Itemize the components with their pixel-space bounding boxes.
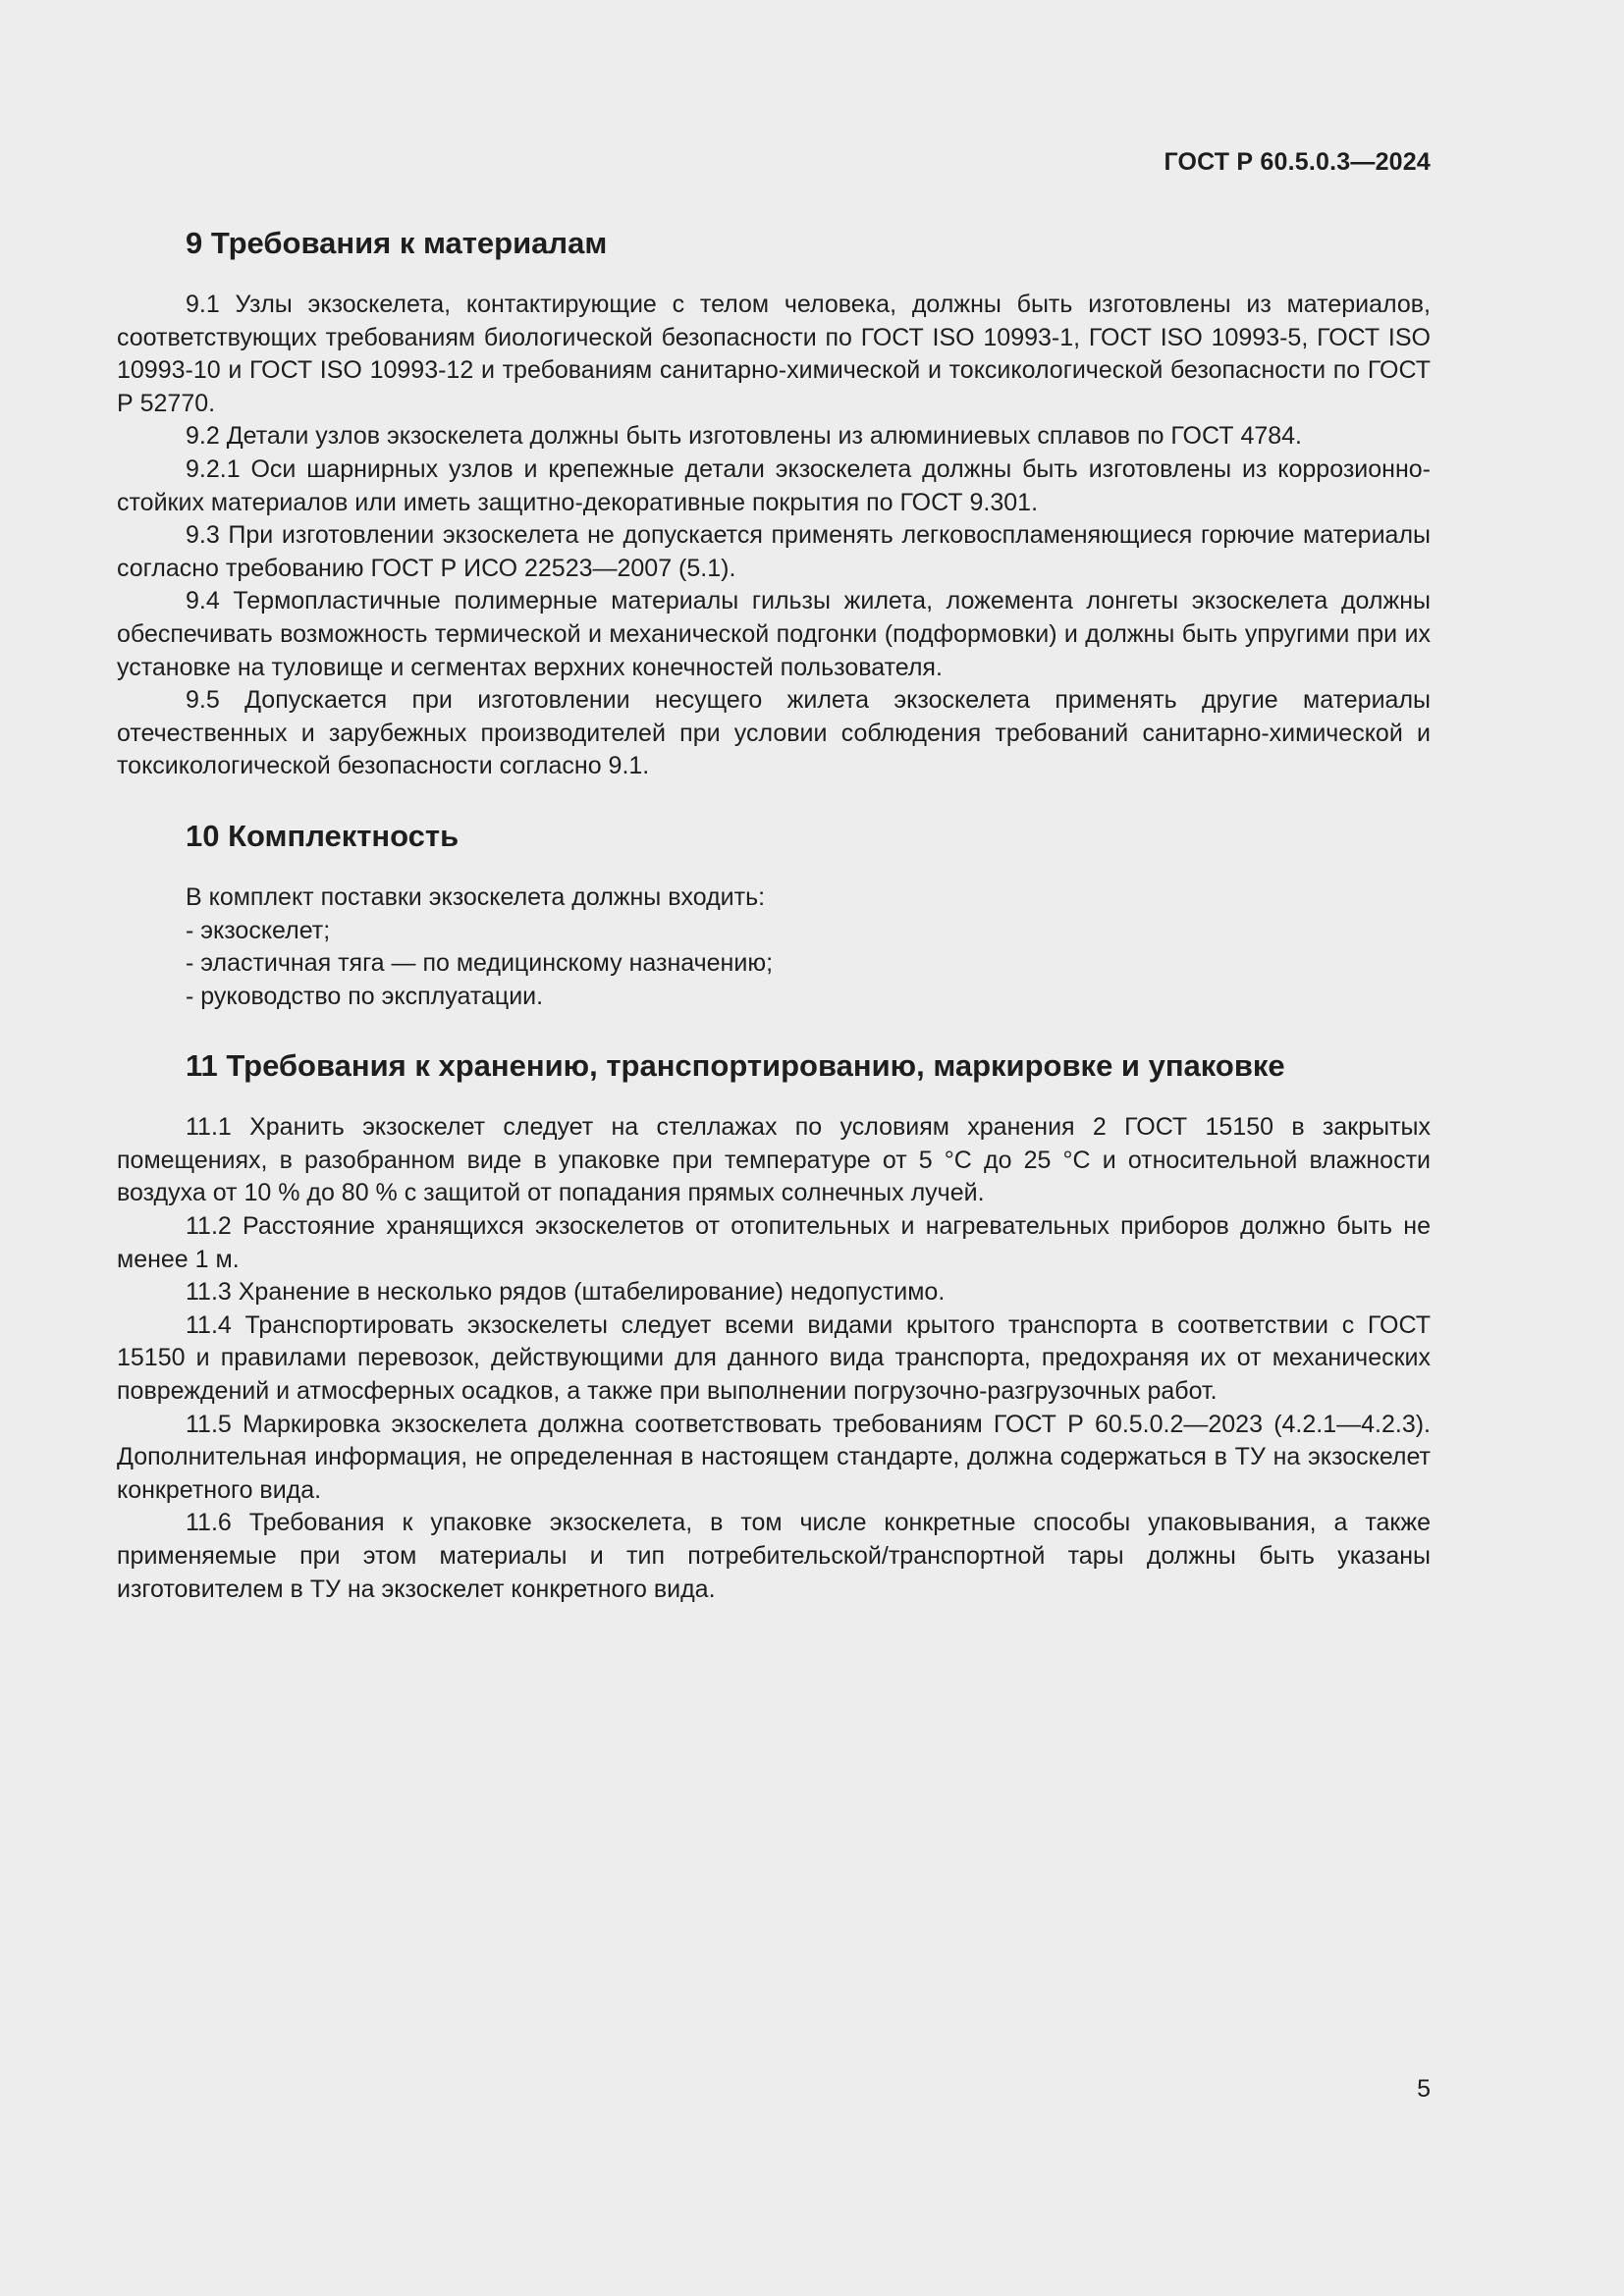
section-title: 11 Требования к хранению, транспортированию, маркировке и упаковке [186,1048,1285,1084]
paragraph-11-6: 11.6 Требования к упаковке экзоскелета, в том числе конкретные способы упаковывания, а также применяемые при этом материалы и тип потребительской/транспортной тары должны быть указаны изготовителем в ТУ на экзоскелет конкретного вида. [117,1509,1431,1603]
section-10 [117,817,1431,1013]
list-item: - экзоскелет; [186,916,331,944]
section-title: 10 Комплектность [186,818,460,853]
list-item: - эластичная тяга — по медицинскому назначению; [186,949,774,978]
paragraph-9-5: 9.5 Допускается при изготовлении несущего жилета экзоскелета применять другие материалы отечественных и зарубежных производителей при условии соблюдения требований санитарно-химической и токсикологической безопасности согласно 9.1. [117,686,1431,780]
section-9 [117,224,1431,783]
page-number: 5 [1417,2075,1431,2103]
paragraph-11-5: 11.5 Маркировка экзоскелета должна соответствовать требованиям ГОСТ Р 60.5.0.2—2023 (4.2.1—4.2.3). Дополнительная информация, не определенная в настоящем стандарте, должна содержаться в ТУ на экзоскелет конкретного вида. [117,1410,1431,1504]
list-intro: В комплект поставки экзоскелета должны входить: [186,882,766,911]
paragraph-9-4: 9.4 Термопластичные полимерные материалы гильзы жилета, ложемента лонгеты экзоскелета должны обеспечивать возможность термической и механической подгонки (подформовки) и должны быть упругими при их установке на туловище и сегментах верхних конечностей пользователя. [117,587,1431,681]
paragraph-11-1: 11.1 Хранить экзоскелет следует на стеллажах по условиям хранения 2 ГОСТ 15150 в закрытых помещениях, в разобранном виде в упаковке при температуре от 5 °С до 25 °С и относительной влажности воздуха от 10 % до 80 % с защитой от попадания прямых солнечных лучей. [117,1113,1431,1207]
list-item: - руководство по эксплуатации. [186,982,544,1010]
paragraph-9-1: 9.1 Узлы экзоскелета, контактирующие с телом человека, должны быть изготовлены из материалов, соответствующих требованиям биологической безопасности по ГОСТ ISO 10993-1, ГОСТ ISO 10993-5, ГОСТ ISO 10993-10 и ГОСТ ISO 10993-12 и требованиям санитарно-химической и токсикологической безопасности по ГОСТ Р 52770. [117,291,1431,417]
document-code: ГОСТ Р 60.5.0.3—2024 [1164,148,1431,176]
paragraph-9-2-1: 9.2.1 Оси шарнирных узлов и крепежные детали экзоскелета должны быть изготовлены из коррозионно-стойких материалов или иметь защитно-декоративные покрытия по ГОСТ 9.301. [117,454,1431,516]
paragraph-9-2: 9.2 Детали узлов экзоскелета должны быть изготовлены из алюминиевых сплавов по ГОСТ 4784. [186,422,1302,451]
paragraph-11-2: 11.2 Расстояние хранящихся экзоскелетов от отопительных и нагревательных приборов должно быть не менее 1 м. [117,1212,1431,1273]
paragraph-9-3: 9.3 При изготовлении экзоскелета не допускается применять легковоспламеняющиеся горючие материалы согласно требованию ГОСТ Р ИСО 22523—2007 (5.1). [117,521,1431,582]
section-11 [117,1046,1431,1606]
page-content [117,224,1431,1639]
paragraph-11-4: 11.4 Транспортировать экзоскелеты следует всеми видами крытого транспорта в соответствии с ГОСТ 15150 и правилами перевозок, действующими для данного вида транспорта, предохраняя их от механических повреждений и атмосферных осадков, а также при выполнении погрузочно-разгрузочных работ. [117,1310,1431,1406]
section-title: 9 Требования к материалам [186,226,608,260]
paragraph-11-3: 11.3 Хранение в несколько рядов (штабелирование) недопустимо. [186,1278,946,1307]
